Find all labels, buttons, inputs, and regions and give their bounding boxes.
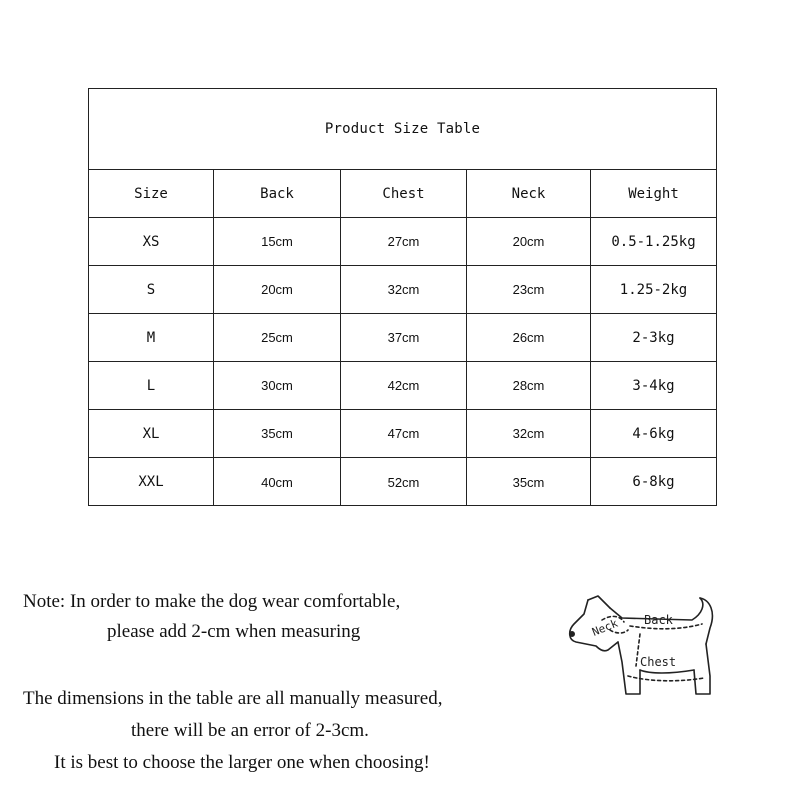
neck-label: Neck <box>590 616 620 639</box>
table-cell-chest: 42cm <box>341 362 467 410</box>
note-line: there will be an error of 2-3cm. <box>131 720 369 741</box>
note-line: It is best to choose the larger one when choosing! <box>54 752 430 773</box>
table-cell-chest: 27cm <box>341 218 467 266</box>
table-cell-neck: 32cm <box>467 410 591 458</box>
table-cell-size: S <box>89 266 214 314</box>
header-weight: Weight <box>591 170 716 218</box>
header-neck: Neck <box>467 170 591 218</box>
table-cell-weight: 2-3kg <box>591 314 716 362</box>
header-size: Size <box>89 170 214 218</box>
table-cell-neck: 20cm <box>467 218 591 266</box>
table-cell-back: 40cm <box>214 458 341 506</box>
table-cell-neck: 23cm <box>467 266 591 314</box>
table-cell-neck: 26cm <box>467 314 591 362</box>
table-cell-size: M <box>89 314 214 362</box>
note-line: please add 2-cm when measuring <box>107 621 361 642</box>
back-label: Back <box>644 613 673 627</box>
table-cell-back: 25cm <box>214 314 341 362</box>
table-cell-size: XS <box>89 218 214 266</box>
dog-measurement-diagram <box>560 590 730 715</box>
table-cell-chest: 52cm <box>341 458 467 506</box>
table-cell-back: 35cm <box>214 410 341 458</box>
table-cell-back: 30cm <box>214 362 341 410</box>
table-title: Product Size Table <box>89 89 716 170</box>
table-cell-size: XXL <box>89 458 214 506</box>
dog-outline-icon <box>570 596 713 694</box>
table-cell-size: XL <box>89 410 214 458</box>
header-chest: Chest <box>341 170 467 218</box>
note-line: Note: In order to make the dog wear comfortable, <box>23 591 401 612</box>
table-cell-weight: 3-4kg <box>591 362 716 410</box>
table-cell-back: 15cm <box>214 218 341 266</box>
table-cell-neck: 35cm <box>467 458 591 506</box>
table-cell-chest: 32cm <box>341 266 467 314</box>
table-cell-weight: 1.25-2kg <box>591 266 716 314</box>
header-back: Back <box>214 170 341 218</box>
table-cell-weight: 0.5-1.25kg <box>591 218 716 266</box>
table-cell-size: L <box>89 362 214 410</box>
chest-label: Chest <box>640 655 677 669</box>
note-line: The dimensions in the table are all manually measured, <box>23 688 443 709</box>
table-cell-weight: 6-8kg <box>632 474 675 490</box>
table-cell-chest: 47cm <box>341 410 467 458</box>
table-cell-chest: 37cm <box>341 314 467 362</box>
table-cell-weight: 4-6kg <box>591 410 716 458</box>
table-cell-back: 20cm <box>214 266 341 314</box>
table-cell-neck: 28cm <box>467 362 591 410</box>
